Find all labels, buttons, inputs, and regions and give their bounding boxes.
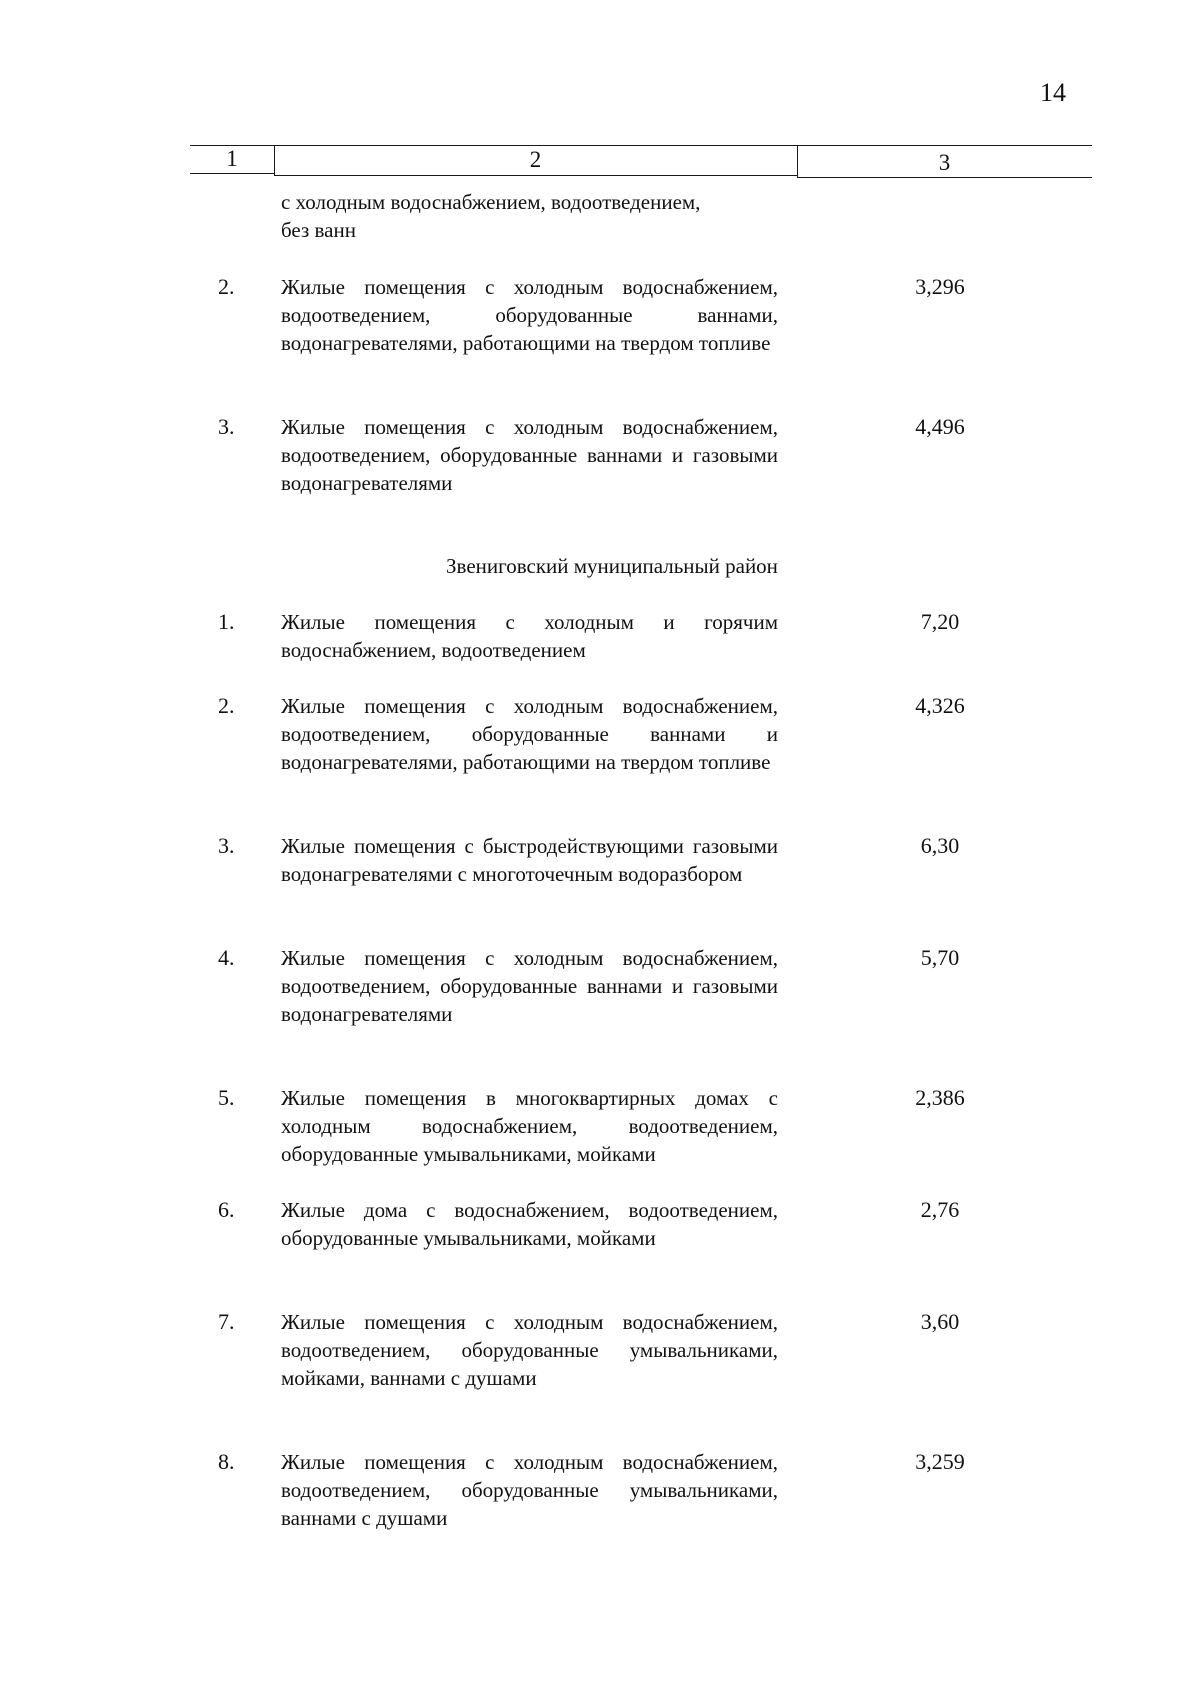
- continuation-text: с холодным водоснабжением, водоотведением, без ванн: [281, 190, 701, 242]
- row-value: 7,20: [920, 609, 960, 634]
- row-value: 3,60: [920, 1309, 960, 1334]
- row-value: 3,259: [915, 1449, 965, 1474]
- row-number: 7.: [218, 1309, 235, 1334]
- row-description: Жилые помещения с холодным водоснабжением, водоотведением, оборудованные умывальниками, мойками, ваннами с душами: [281, 1310, 778, 1390]
- table-header-top-rule: [190, 145, 1092, 146]
- row-number: 3.: [218, 414, 235, 439]
- row-value: 4,496: [915, 414, 965, 439]
- row-description: Жилые помещения с холодным и горячим водоснабжением, водоотведением: [281, 610, 778, 662]
- row-number: 2.: [218, 693, 235, 718]
- row-number: 2.: [218, 274, 235, 299]
- row-number: 5.: [218, 1085, 235, 1110]
- table-header-left-underline: [190, 173, 274, 174]
- row-number: 3.: [218, 833, 235, 858]
- row-value: 2,76: [920, 1197, 960, 1222]
- row-description: Жилые помещения с быстродействующими газовыми водонагревателями с многоточечным водоразбором: [281, 834, 778, 886]
- row-value: 4,326: [915, 693, 965, 718]
- row-description: Жилые помещения с холодным водоснабжением, водоотведением, оборудованные ваннами, водонагревателями, работающими на твердом топливе: [281, 275, 778, 355]
- section-title: Звениговский муниципальный район: [446, 554, 778, 578]
- page-number: 14: [1040, 78, 1066, 107]
- table-header-middle-underline: [274, 175, 797, 176]
- row-number: 8.: [218, 1449, 235, 1474]
- table-header-col-3: 3: [938, 150, 951, 175]
- row-description: Жилые помещения с холодным водоснабжением, водоотведением, оборудованные умывальниками, ваннами с душами: [281, 1450, 778, 1530]
- table-header-right-underline: [797, 177, 1092, 178]
- row-description: Жилые помещения с холодным водоснабжением, водоотведением, оборудованные ваннами и газовыми водонагревателями: [281, 946, 778, 1026]
- row-number: 1.: [218, 609, 235, 634]
- row-value: 6,30: [920, 833, 960, 858]
- row-value: 3,296: [915, 274, 965, 299]
- row-description: Жилые дома с водоснабжением, водоотведением, оборудованные умывальниками, мойками: [281, 1198, 778, 1250]
- row-number: 4.: [218, 945, 235, 970]
- row-description: Жилые помещения с холодным водоснабжением, водоотведением, оборудованные ваннами и водонагревателями, работающими на твердом топливе: [281, 694, 778, 774]
- row-number: 6.: [218, 1197, 235, 1222]
- row-description: Жилые помещения с холодным водоснабжением, водоотведением, оборудованные ваннами и газовыми водонагревателями: [281, 415, 778, 495]
- table-header-col-2: 2: [529, 147, 542, 172]
- row-value: 2,386: [915, 1085, 965, 1110]
- row-value: 5,70: [920, 945, 960, 970]
- row-description: Жилые помещения в многоквартирных домах с холодным водоснабжением, водоотведением, оборудованные умывальниками, мойками: [281, 1086, 778, 1166]
- table-header-col-1: 1: [226, 146, 238, 171]
